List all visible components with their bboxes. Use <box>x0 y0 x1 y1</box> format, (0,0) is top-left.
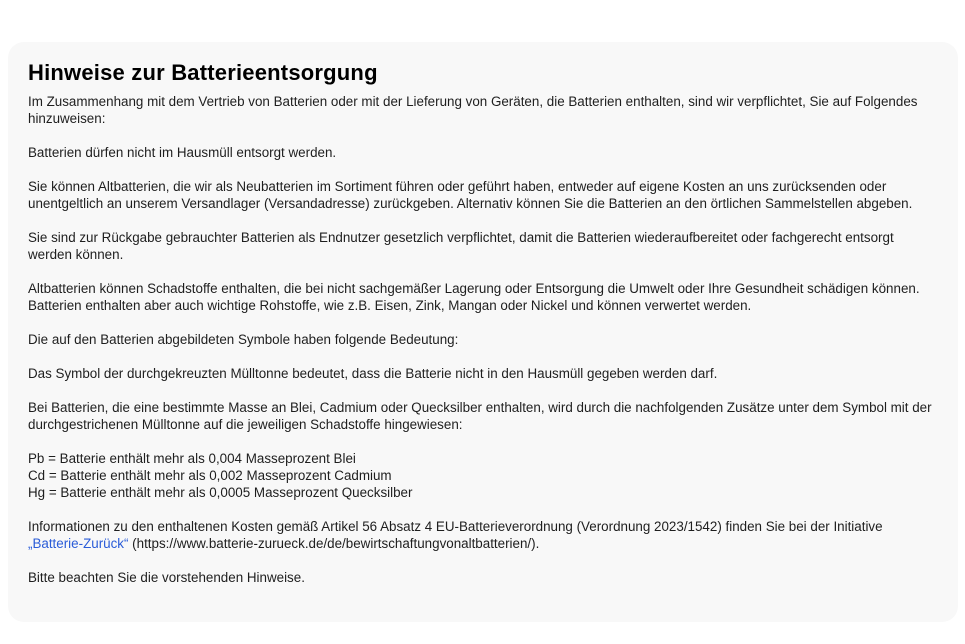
paragraph-return-options: Sie können Altbatterien, die wir als Neubatterien im Sortiment führen oder geführt haben, entweder auf eigene Kosten an uns zurücksenden oder unentgeltlich an unserem Versandlager (Versandadresse) zurückgeben. Alternativ können Sie die Batterien an den örtlichen Sammelstellen abgeben. <box>28 179 913 211</box>
paragraph-no-household-waste: Batterien dürfen nicht im Hausmüll entsorgt werden. <box>28 145 337 160</box>
paragraph-cost-info <box>28 518 934 552</box>
battery-disposal-notice-card <box>8 42 958 622</box>
paragraph-chemical-additions: Bei Batterien, die eine bestimmte Masse an Blei, Cadmium oder Quecksilber enthalten, wird durch die nachfolgenden Zusätze unter dem Symbol mit der durchgestrichenen Mülltonne auf die jeweiligen Schadstoffe hingewiesen: <box>28 400 932 432</box>
pollutant-code-hg: Hg = Batterie enthält mehr als 0,0005 Masseprozent Quecksilber <box>28 485 413 500</box>
cost-info-text-before-link: Informationen zu den enthaltenen Kosten gemäß Artikel 56 Absatz 4 EU-Batterieverordnung (Verordnung 2023/1542) finden Sie bei der Initiative <box>28 519 883 534</box>
page-title: Hinweise zur Batterieentsorgung <box>28 60 378 85</box>
paragraph-closing: Bitte beachten Sie die vorstehenden Hinweise. <box>28 570 305 585</box>
pollutant-code-pb: Pb = Batterie enthält mehr als 0,004 Masseprozent Blei <box>28 451 356 466</box>
cost-info-text-after-link: (https://www.batterie-zurueck.de/de/bewirtschaftungvonaltbatterien/). <box>128 536 540 551</box>
notice-body <box>28 93 934 586</box>
paragraph-pollutants-raw-materials: Altbatterien können Schadstoffe enthalten, die bei nicht sachgemäßer Lagerung oder Entsorgung die Umwelt oder Ihre Gesundheit schädigen können. Batterien enthalten aber auch wichtige Rohstoffe, wie z.B. Eisen, Zink, Mangan oder Nickel und können verwertet werden. <box>28 281 920 313</box>
paragraph-symbols-meaning: Die auf den Batterien abgebildeten Symbole haben folgende Bedeutung: <box>28 332 459 347</box>
paragraph-crossed-bin-symbol: Das Symbol der durchgekreuzten Mülltonne bedeutet, dass die Batterie nicht in den Hausmüll gegeben werden darf. <box>28 366 718 381</box>
paragraph-legal-obligation: Sie sind zur Rückgabe gebrauchter Batterien als Endnutzer gesetzlich verpflichtet, damit die Batterien wiederaufbereitet oder fachgerecht entsorgt werden können. <box>28 230 894 262</box>
batterie-zurueck-link[interactable]: „Batterie-Zurück“ <box>28 536 129 551</box>
pollutant-code-list <box>28 450 934 501</box>
pollutant-code-cd: Cd = Batterie enthält mehr als 0,002 Masseprozent Cadmium <box>28 468 392 483</box>
paragraph-intro: Im Zusammenhang mit dem Vertrieb von Batterien oder mit der Lieferung von Geräten, die Batterien enthalten, sind wir verpflichtet, Sie auf Folgendes hinzuweisen: <box>28 94 918 126</box>
